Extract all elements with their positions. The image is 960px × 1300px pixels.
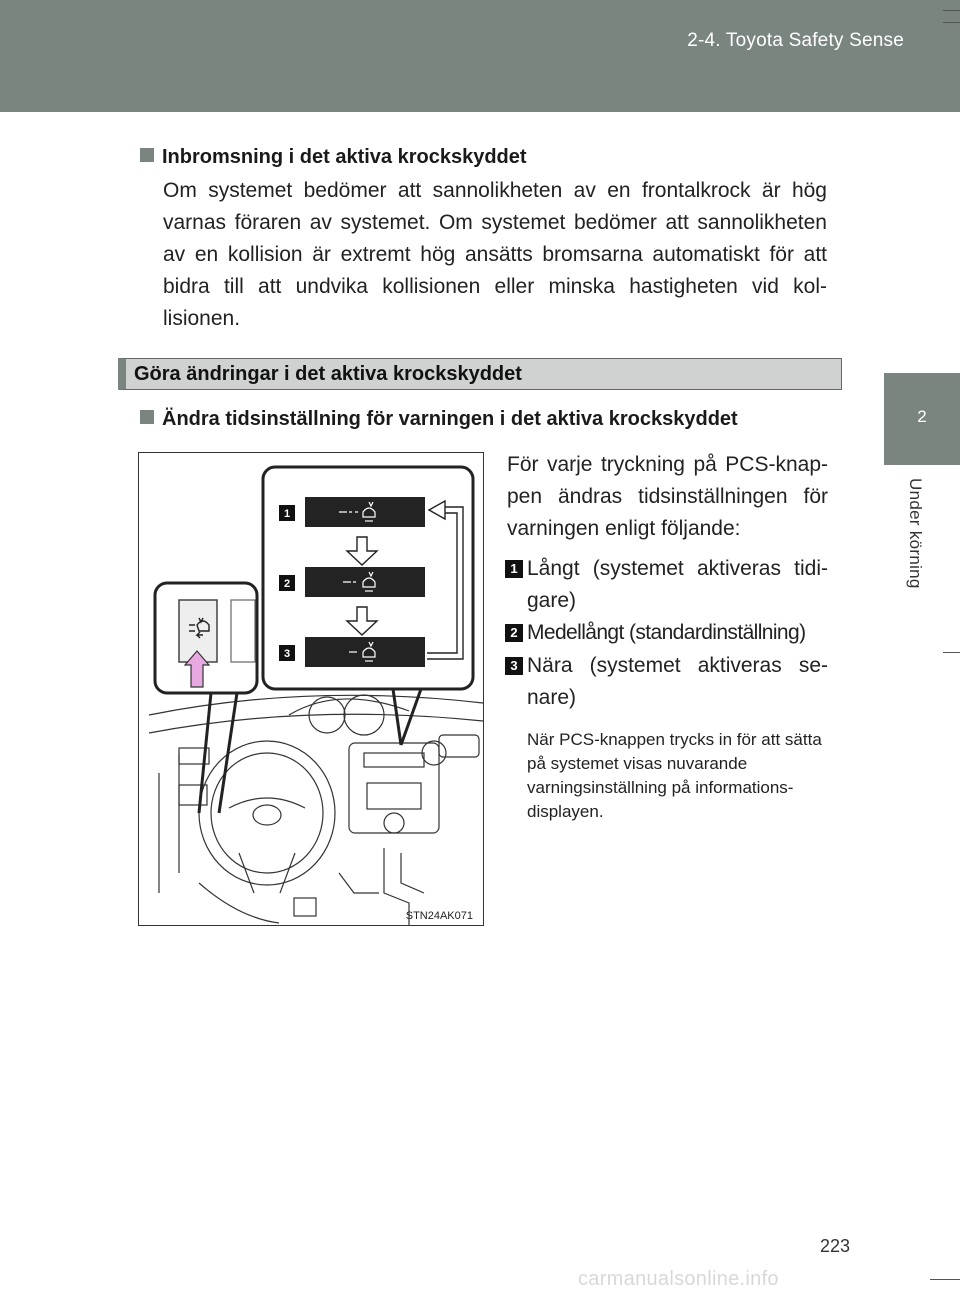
number-badge: 3 [505, 657, 523, 675]
list-item: 2 Medellångt (standardinställning) [507, 617, 828, 649]
note-text: När PCS-knappen trycks in för att sätta på systemet visas nuvarande varningsinställning på informations-displayen. [527, 730, 822, 821]
list-item: 1 Långt (systemet aktiveras tidi-gare) [507, 553, 828, 617]
chapter-number: 2 [917, 407, 927, 426]
section-title: 2-4. Toyota Safety Sense [687, 30, 904, 51]
paragraph-intro: För varje tryckning på PCS-knap-pen ändras tidsinställningen för varningen enligt följande: [507, 453, 828, 540]
dashboard-figure [138, 452, 484, 926]
number-badge: 2 [505, 624, 523, 642]
chapter-tab [884, 373, 960, 465]
bullet-square-icon [140, 410, 154, 424]
bullet-square-icon [140, 148, 154, 162]
paragraph-braking: Om systemet bedömer att sannolikheten av en frontalkrock är hög varnas föraren av systemet. Om systemet bedömer att sannolikheten av en kollision är extremt hög ansätts bromsarna automatiskt för att bidra till att undvika kollisionen eller minska hastigheten vid kol-lisionen. [163, 179, 827, 330]
crop-mark [943, 10, 960, 11]
svg-text:2: 2 [283, 578, 291, 590]
subheading-braking: Inbromsning i det aktiva krockskyddet [140, 146, 527, 169]
crop-mark [943, 22, 960, 23]
section-heading: Göra ändringar i det aktiva krockskyddet [134, 363, 522, 385]
list-item: 3 Nära (systemet aktiveras se-nare) [507, 650, 828, 714]
crop-mark [943, 652, 960, 653]
crop-mark [930, 1279, 960, 1280]
subheading-warning-timing: Ändra tidsinställning för varningen i det aktiva krockskyddet [140, 408, 738, 431]
watermark: carmanualsonline.info [578, 1268, 779, 1290]
dashboard-illustration [139, 453, 483, 925]
svg-text:3: 3 [283, 648, 291, 660]
chapter-label: Under körning [906, 478, 925, 589]
number-badge: 1 [505, 560, 523, 578]
figure-code: STN24AK071 [405, 910, 473, 922]
svg-text:1: 1 [283, 508, 291, 520]
page-header [0, 0, 960, 112]
section-heading-bar [118, 358, 842, 390]
page-number: 223 [820, 1236, 851, 1256]
